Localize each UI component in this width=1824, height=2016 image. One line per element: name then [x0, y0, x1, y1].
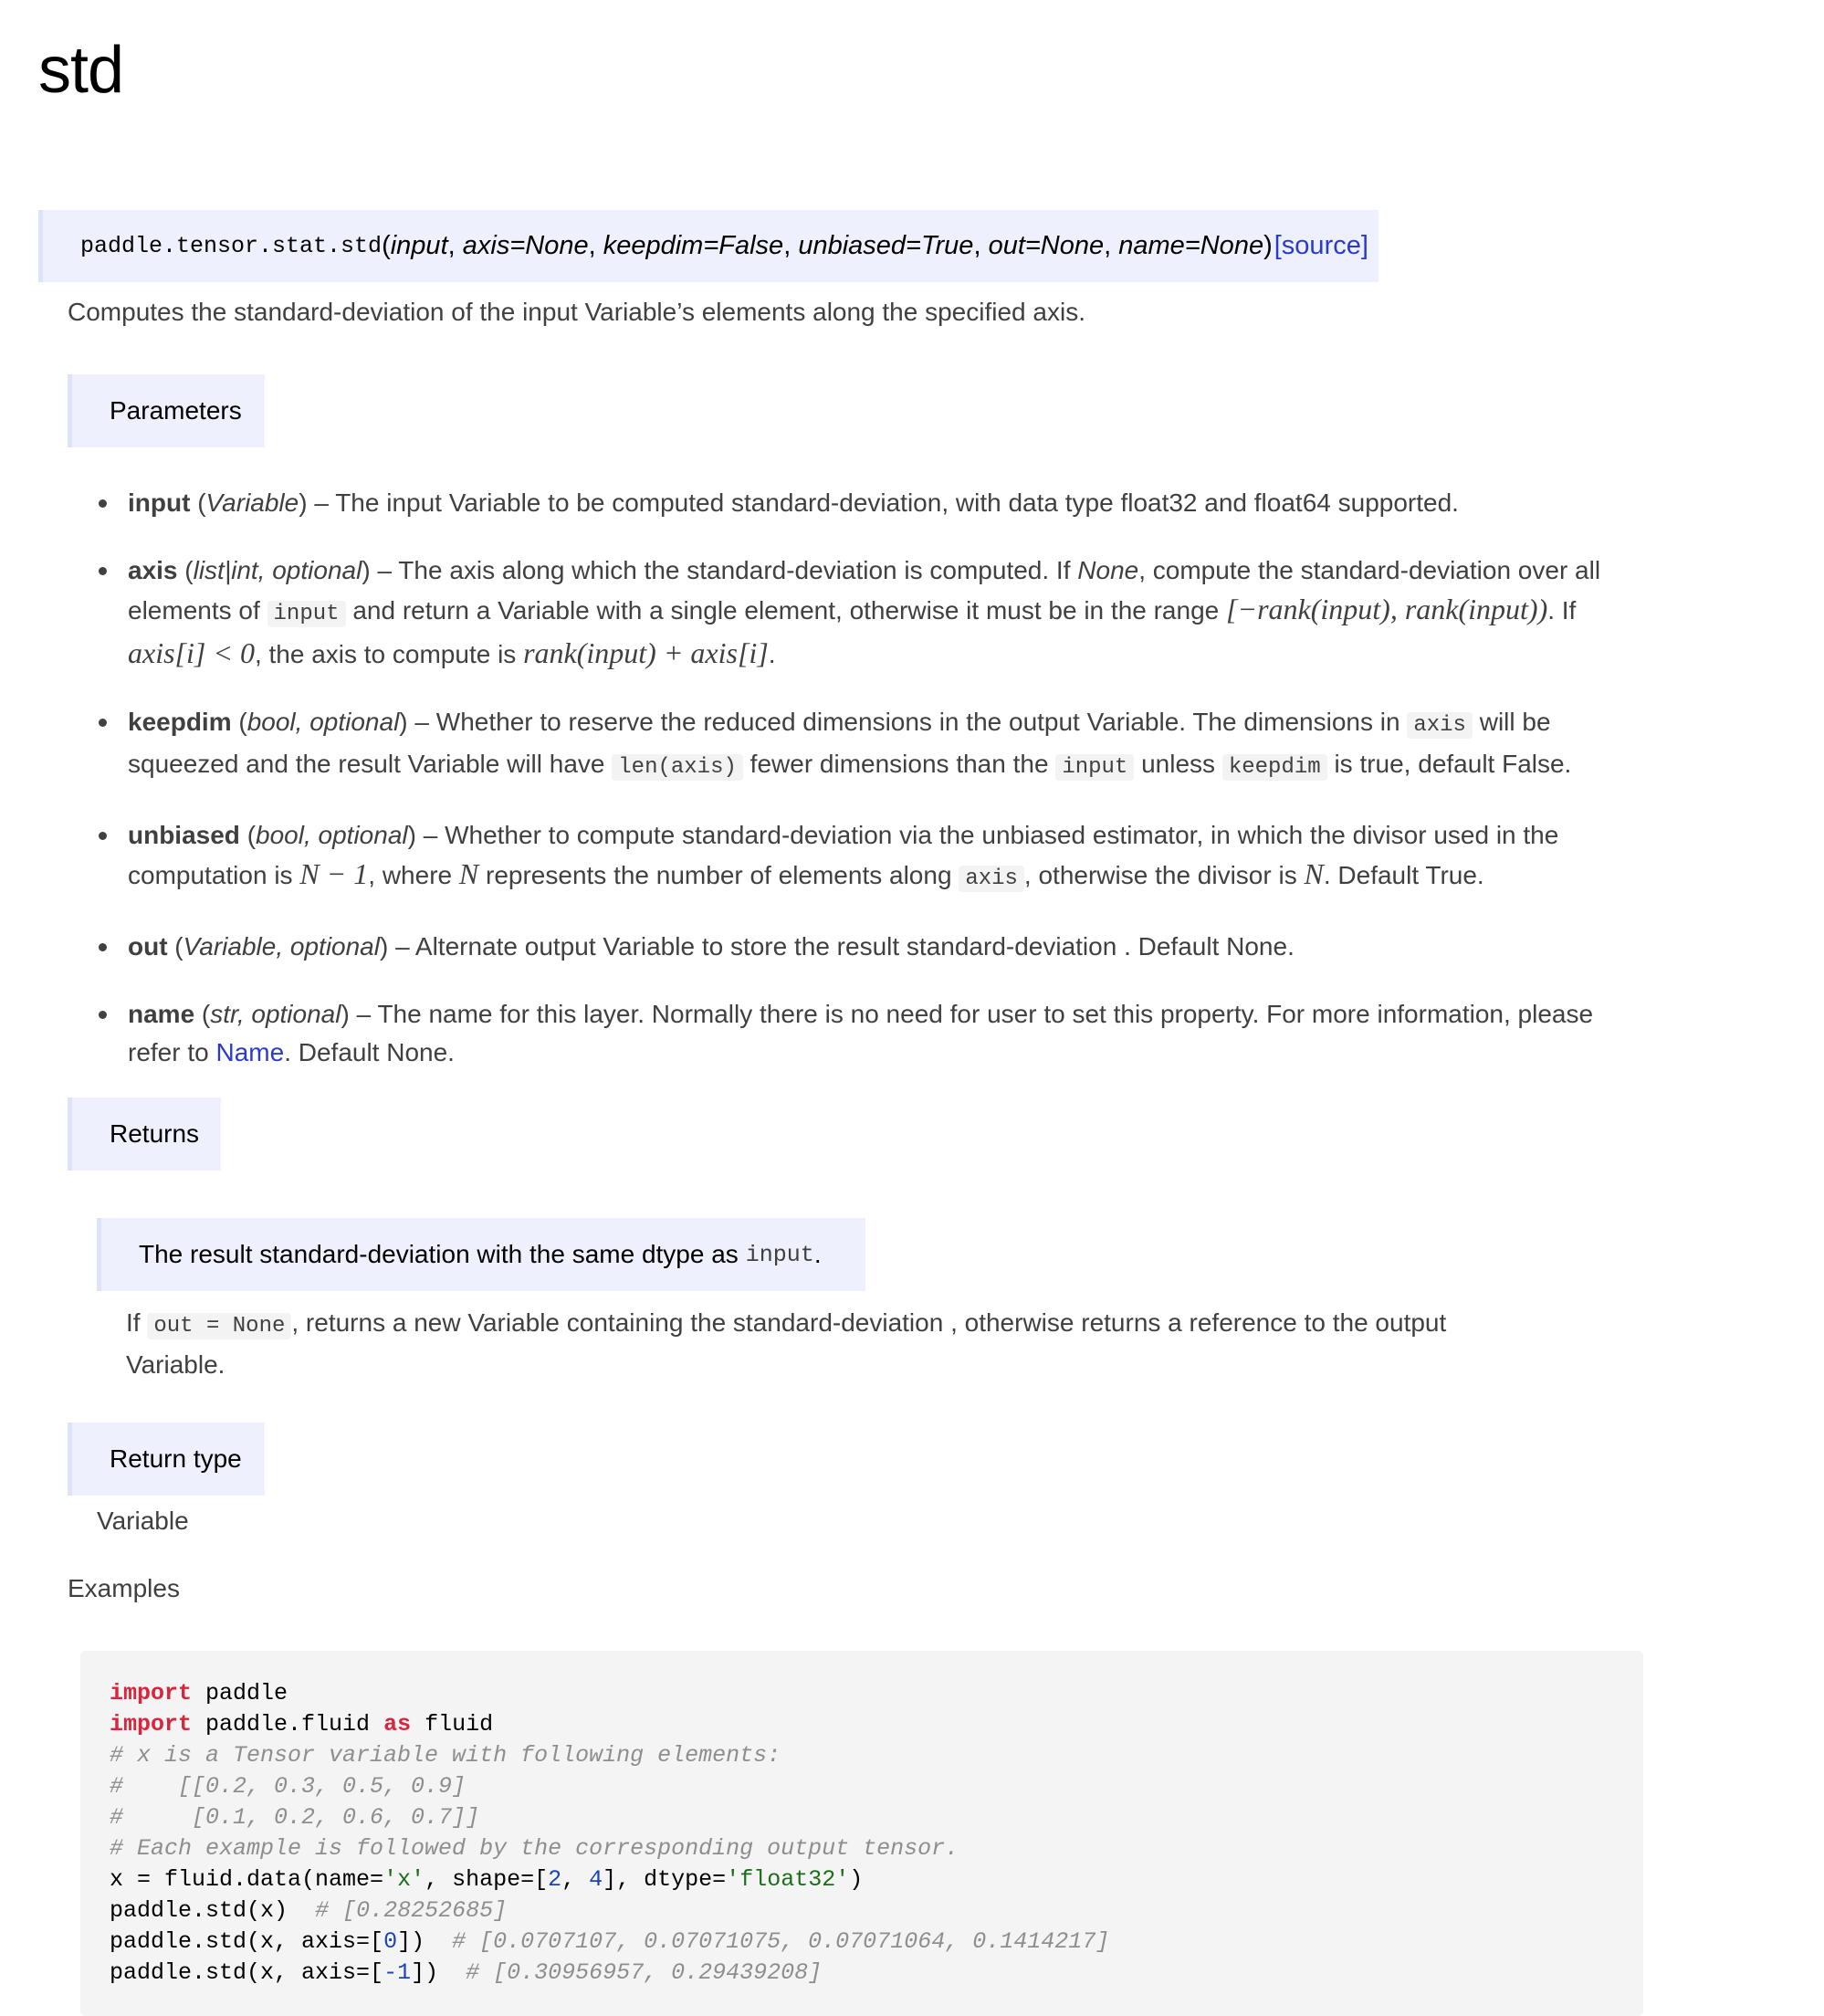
- function-description: Computes the standard-deviation of the input Variable’s elements along the specified axis.: [68, 298, 1085, 326]
- arg-axis: axis=None: [462, 231, 589, 260]
- code-line: paddle.std(x) # [0.28252685]: [110, 1897, 508, 1924]
- signature-module: paddle.tensor.stat.std: [80, 233, 383, 259]
- examples-heading: Examples: [68, 1574, 180, 1602]
- code-line: # [0.1, 0.2, 0.6, 0.7]]: [110, 1804, 480, 1831]
- code-line: x = fluid.data(name='x', shape=[2, 4], dtype='float32'): [110, 1866, 864, 1893]
- math-range: [−rank(input), rank(input)): [1226, 593, 1548, 625]
- code-line: import paddle: [110, 1680, 288, 1706]
- inline-code: axis: [959, 866, 1024, 892]
- return-type-heading: Return type: [68, 1423, 265, 1496]
- page-title: std: [38, 34, 124, 107]
- function-signature: paddle.tensor.stat.std ( input , axis=None , keepdim=False , unbiased=True , out=None , name=None ) [source]: [38, 210, 1378, 282]
- math-expression: rank(input) + axis[i]: [523, 636, 769, 669]
- arg-out: out=None: [988, 231, 1105, 260]
- code-line: paddle.std(x, axis=[0]) # [0.0707107, 0.07071075, 0.07071064, 0.1414217]: [110, 1928, 1110, 1955]
- code-line: # Each example is followed by the corresponding output tensor.: [110, 1835, 959, 1862]
- arg-keepdim: keepdim=False: [603, 231, 784, 260]
- inline-code: axis: [1407, 712, 1473, 739]
- parameters-heading: Parameters: [68, 374, 265, 447]
- code-example: [80, 1651, 1643, 2016]
- return-value-box: The result standard-deviation with the same dtype as input .: [97, 1218, 865, 1291]
- code-line: paddle.std(x, axis=[-1]) # [0.30956957, 0.29439208]: [110, 1959, 823, 1986]
- param-axis: axis (list|int, optional) – The axis along which the standard-deviation is computed. If None, compute the standard-deviation over all elements of input and return a Variable with a single element, otherwise it must be in the range [−rank(input), rank(input)). If axis[i] < 0, the axis to compute is rank(input) + axis[i].: [99, 551, 1651, 674]
- inline-code: out = None: [147, 1313, 291, 1339]
- arg-input: input: [390, 231, 448, 260]
- param-name: name (str, optional) – The name for this layer. Normally there is no need for user to set this property. For more information, please refer to Name. Default None.: [99, 995, 1651, 1072]
- code-line: # [[0.2, 0.3, 0.5, 0.9]: [110, 1773, 466, 1800]
- math-condition: axis[i] < 0: [128, 636, 255, 669]
- inline-code: input: [745, 1241, 814, 1268]
- inline-code: keepdim: [1222, 754, 1327, 781]
- param-out: out (Variable, optional) – Alternate output Variable to store the result standard-deviation . Default None.: [99, 928, 1651, 966]
- arg-name: name=None: [1118, 231, 1264, 260]
- inline-code: len(axis): [612, 754, 743, 781]
- source-link[interactable]: [source]: [1274, 231, 1368, 260]
- inline-code: input: [1055, 754, 1134, 781]
- inline-code: input: [267, 601, 346, 627]
- code-line: # x is a Tensor variable with following elements:: [110, 1742, 781, 1769]
- returns-heading: Returns: [68, 1097, 221, 1171]
- param-unbiased: unbiased (bool, optional) – Whether to compute standard-deviation via the unbiased estimator, in which the divisor used in the computation is N − 1, where N represents the number of elements along axis , otherwise the divisor is N. Default True.: [99, 816, 1651, 898]
- param-input: input (Variable) – The input Variable to be computed standard-deviation, with data type float32 and float64 supported.: [99, 484, 1651, 522]
- return-detail: If out = None , returns a new Variable containing the standard-deviation , otherwise returns a reference to the output Variable.: [126, 1308, 1447, 1379]
- return-type-value: Variable: [97, 1507, 189, 1535]
- name-link[interactable]: Name: [215, 1038, 285, 1066]
- code-line: import paddle.fluid as fluid: [110, 1711, 494, 1738]
- parameter-list: [99, 484, 1651, 1101]
- arg-unbiased: unbiased=True: [798, 231, 974, 260]
- param-keepdim: keepdim (bool, optional) – Whether to reserve the reduced dimensions in the output Variable. The dimensions in axis will be squeezed and the result Variable will have len(axis) fewer dimensions than the input unless keepdim is true, default False.: [99, 703, 1651, 787]
